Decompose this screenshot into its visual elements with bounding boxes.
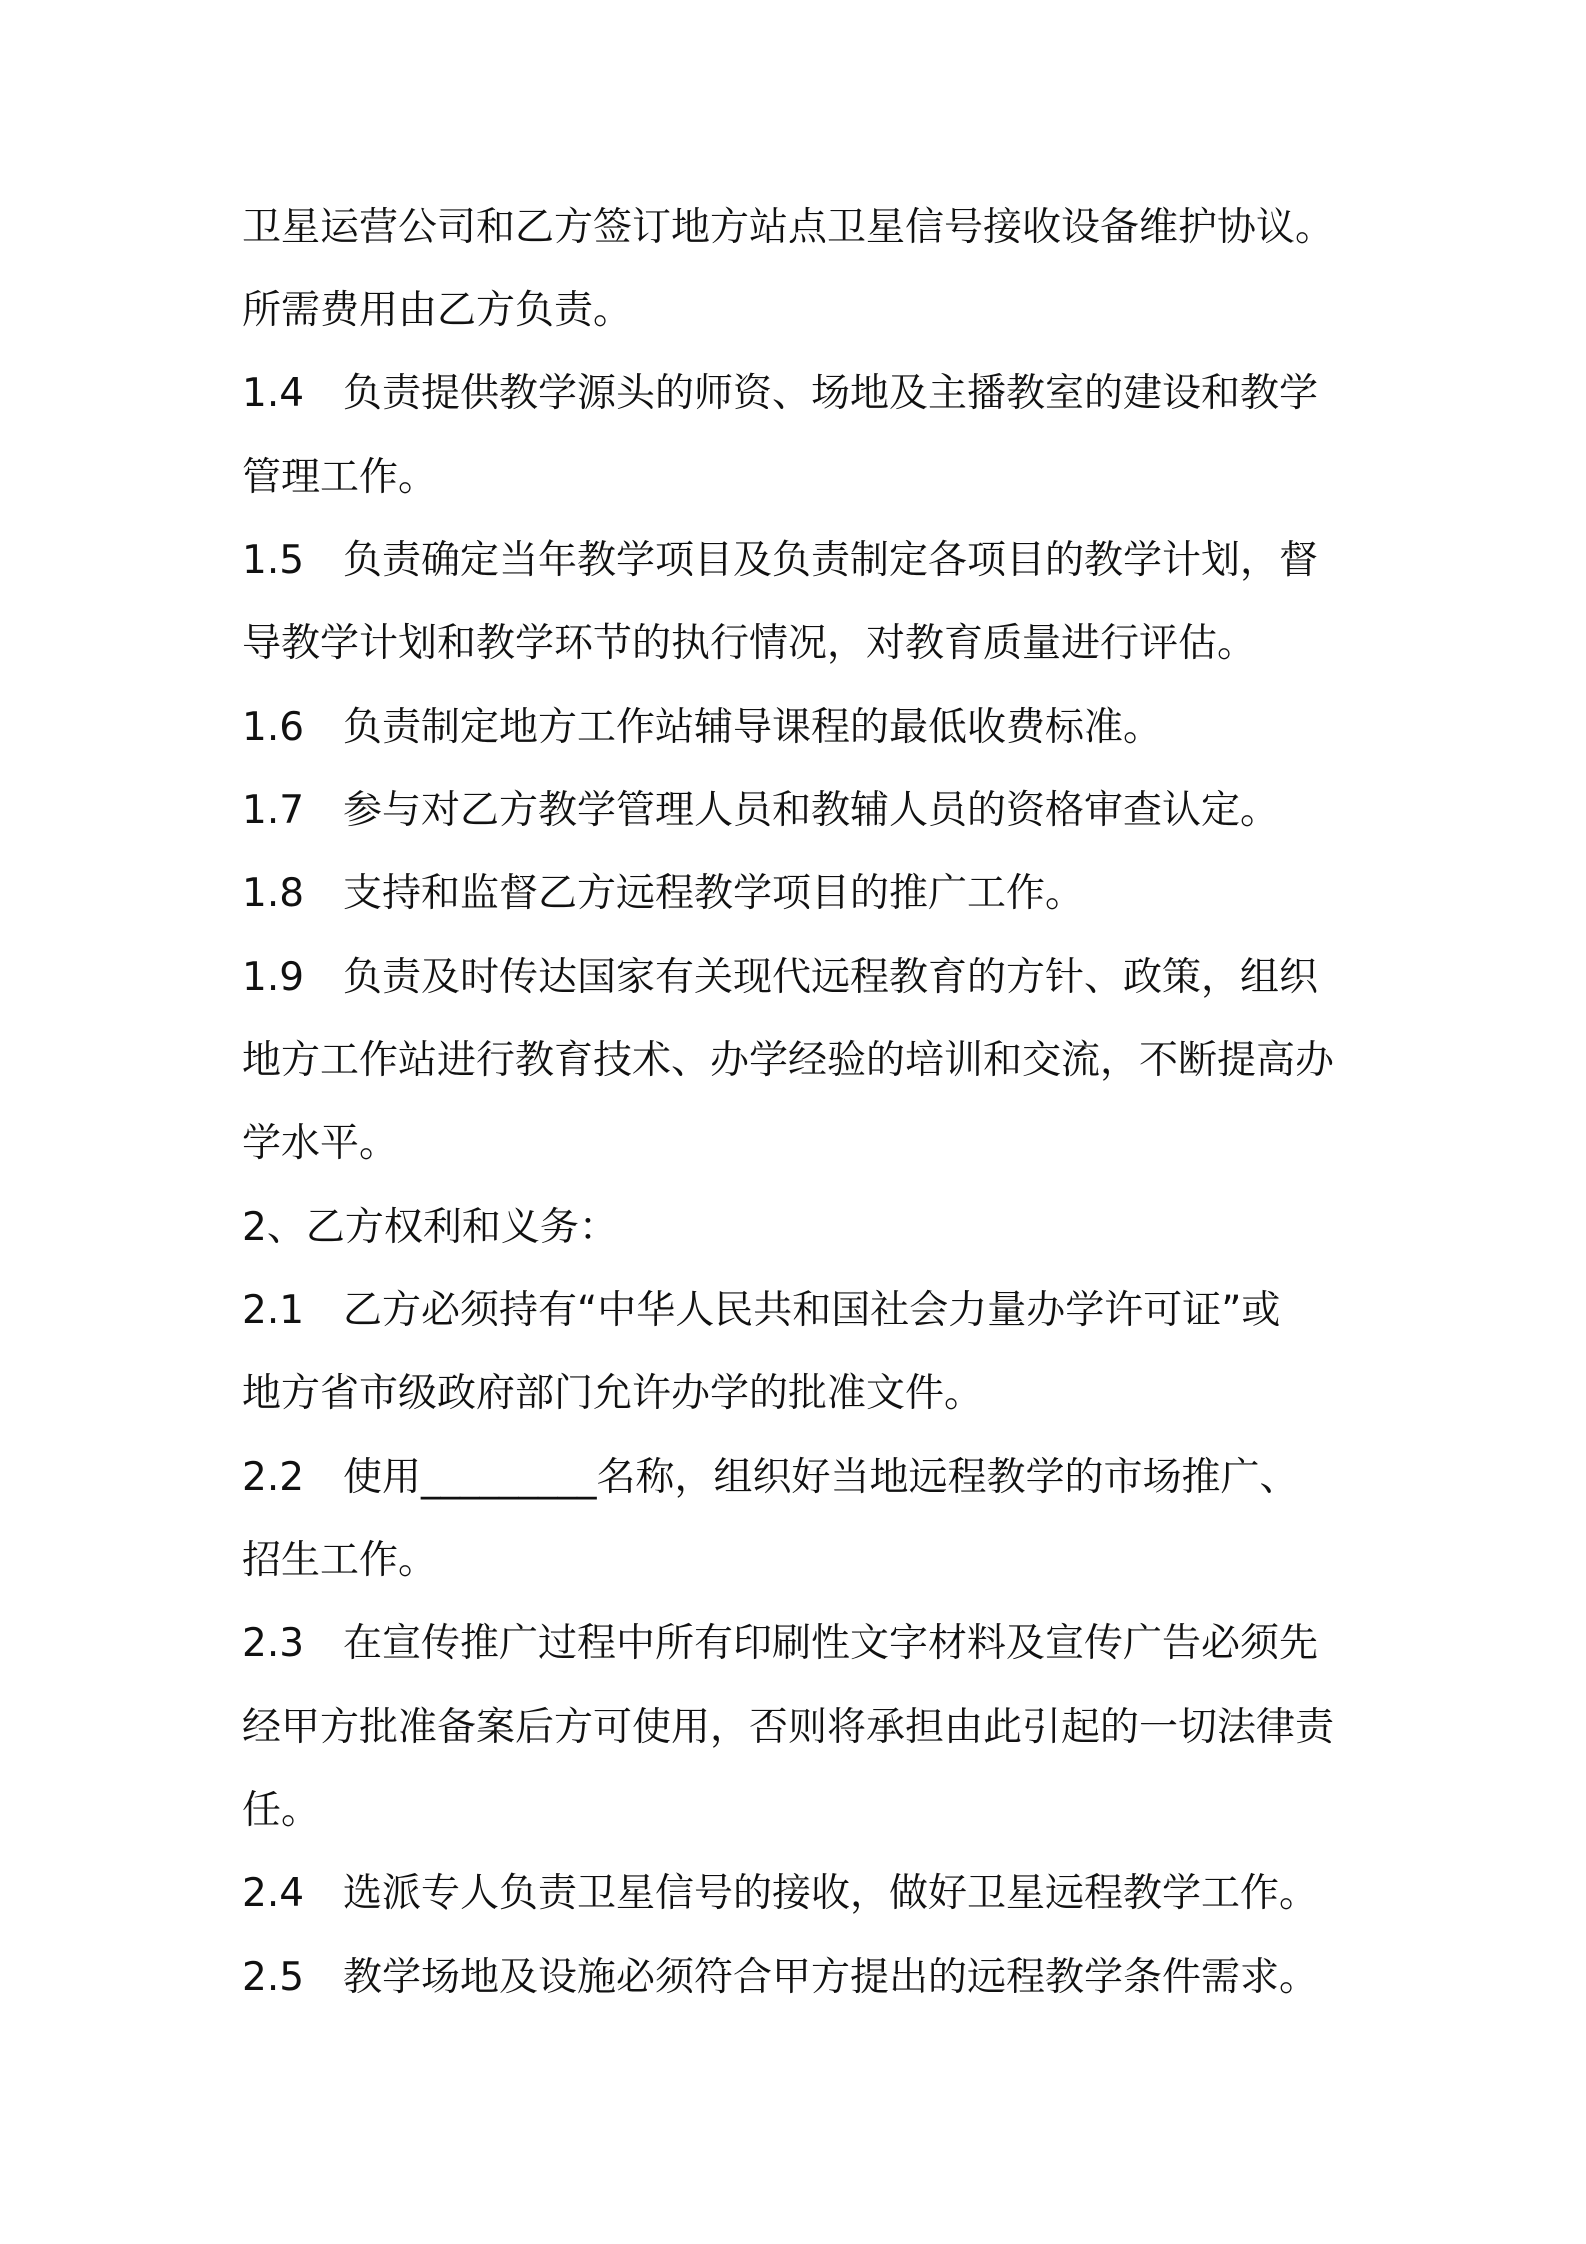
text-line: 1.4 负责提供教学源头的师资、场地及主播教室的建设和教学 [242,371,1319,416]
text-line: 经甲方批准备案后方可使用，否则将承担由此引起的一切法律责 [242,1705,1335,1750]
text-line: 任。 [242,1788,321,1833]
text-line: 导教学计划和教学环节的执行情况，对教育质量进行评估。 [242,621,1257,666]
text-line: 2.3 在宣传推广过程中所有印刷性文字材料及宣传广告必须先 [242,1621,1319,1666]
text-line: 所需费用由乙方负责。 [242,288,633,333]
text-line: 1.6 负责制定地方工作站辅导课程的最低收费标准。 [242,705,1163,750]
text-line: 1.5 负责确定当年教学项目及负责制定各项目的教学计划，督 [242,538,1319,583]
text-line: 地方工作站进行教育技术、办学经验的培训和交流，不断提高办 [242,1038,1335,1083]
text-line: 地方省市级政府部门允许办学的批准文件。 [242,1371,984,1416]
text-line: 1.8 支持和监督乙方远程教学项目的推广工作。 [242,871,1085,916]
section-heading: 2、乙方权利和义务： [242,1205,618,1250]
text-line: 2.5 教学场地及设施必须符合甲方提出的远程教学条件需求。 [242,1955,1319,2000]
text-line: 管理工作。 [242,455,438,500]
text-line: 卫星运营公司和乙方签订地方站点卫星信号接收设备维护协议。 [242,205,1335,250]
text-line: 2.2 使用_________名称，组织好当地远程教学的市场推广、 [242,1455,1299,1500]
text-line: 1.9 负责及时传达国家有关现代远程教育的方针、政策，组织 [242,955,1319,1000]
text-line: 学水平。 [242,1121,399,1166]
text-line: 招生工作。 [242,1538,438,1583]
text-line: 1.7 参与对乙方教学管理人员和教辅人员的资格审查认定。 [242,788,1280,833]
text-line: 2.4 选派专人负责卫星信号的接收，做好卫星远程教学工作。 [242,1871,1319,1916]
text-line: 2.1 乙方必须持有“中华人民共和国社会力量办学许可证”或 [242,1288,1281,1333]
